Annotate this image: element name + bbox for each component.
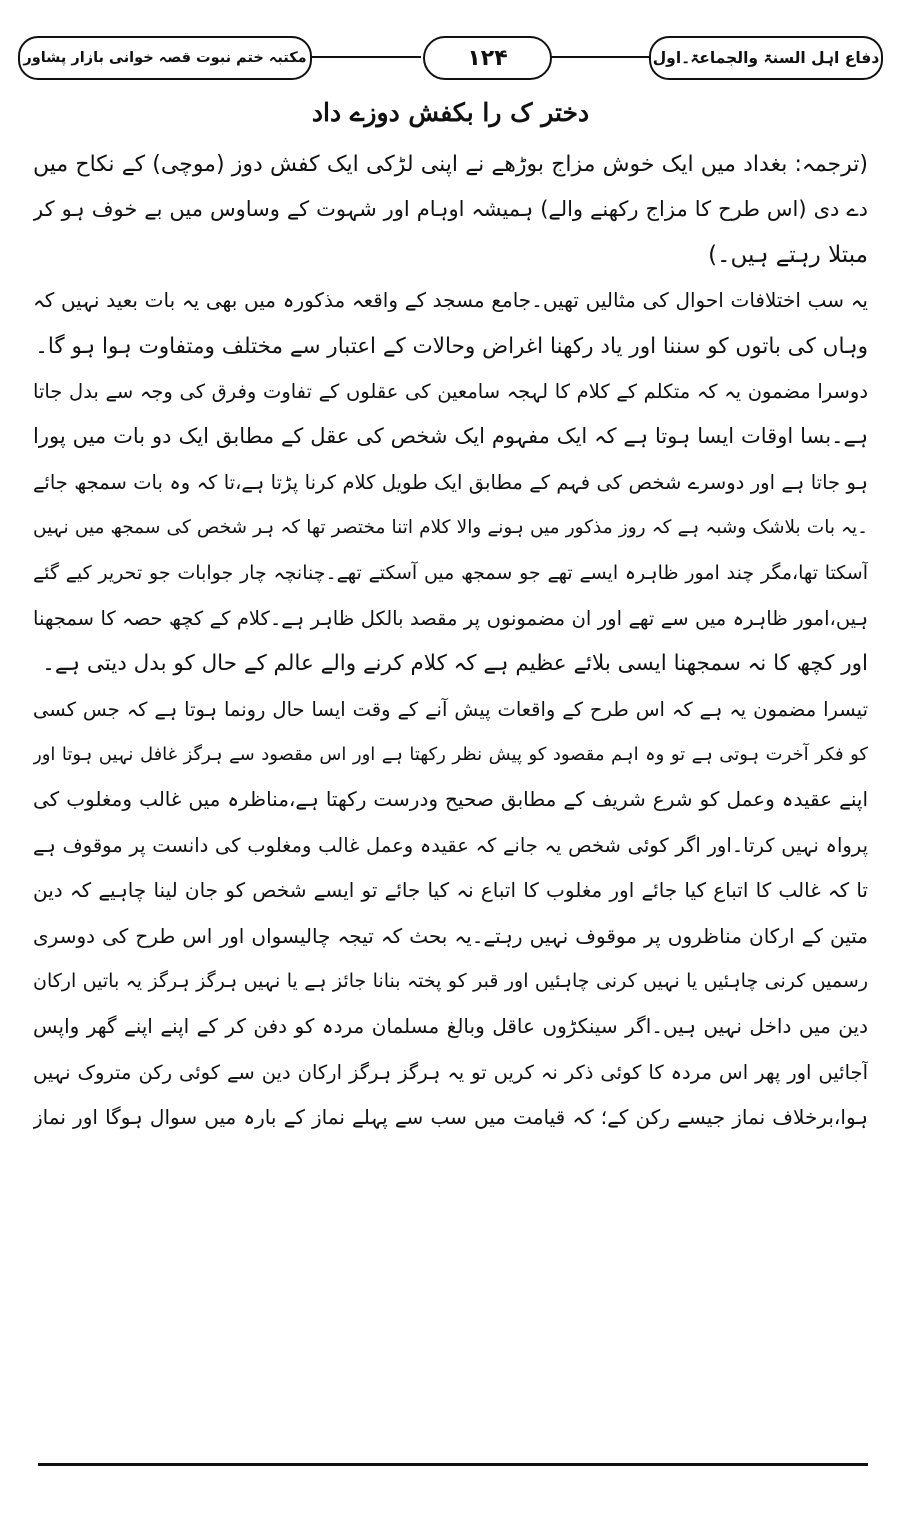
text-line: آجائیں اور پھر اس مردہ کا کوئی ذکر نہ کریں تو یہ ہرگز ہرگز ارکان دین سے کوئی رکن متروک نہیں: [33, 1060, 868, 1084]
text-line: ہوا،برخلاف نماز جیسے رکن کے؛ کہ قیامت میں سب سے پہلے نماز کے بارہ میں سوال ہوگا اور نماز: [33, 1105, 868, 1130]
text-line: متین کے ارکان مناظروں پر موقوف نہیں رہتے۔یہ بحث کہ تیجہ چالیسواں اور اس طرح کی دوسری: [33, 923, 868, 948]
body-text: [33, 142, 868, 1141]
text-line: ۔یہ بات بلاشک وشبہ ہے کہ روز مذکور میں ہونے والا کلام اتنا مختصر تھا کہ ہر شخص کی سمجھ میں نہیں: [33, 517, 868, 539]
text-line: مبتلا رہتے ہیں۔): [708, 241, 868, 268]
text-line: آسکتا تھا،مگر چند امور ظاہرہ ایسے تھے جو سمجھ میں آسکتے تھے۔چنانچہ چار جوابات جو تحریر کیے گئے: [33, 561, 868, 584]
text-line: رسمیں کرنی چاہئیں یا نہیں کرنی چاہئیں اور قبر کو پختہ بنانا جائز ہے یا نہیں ہرگز ہرگز یہ باتیں ارکان: [33, 970, 868, 993]
page-number: ۱۲۴: [423, 36, 552, 80]
book-title: دفاع اہل السنۃ والجماعۃ۔اول: [649, 36, 883, 80]
text-line: دین میں داخل نہیں ہیں۔اگر سینکڑوں عاقل وبالغ مسلمان مردہ کو دفن کر کے اپنے اپنے گھر واپس: [33, 1014, 868, 1039]
text-line: وہاں کی باتوں کو سننا اور یاد رکھنا اغراض وحالات کے اعتبار سے مختلف ومتفاوت ہوا ہو گا۔: [35, 333, 868, 359]
text-line: کو فکر آخرت ہوتی ہے تو وہ اہم مقصود کو پیش نظر رکھتا ہے اور اس مقصود سے ہرگز غافل نہیں ہوتا اور: [33, 744, 868, 766]
text-line: اپنے عقیدہ وعمل کو شرع شریف کے مطابق صحیح ودرست رکھتا ہے،مناظرہ میں غالب ومغلوب کی: [33, 787, 868, 812]
text-line: تا کہ غالب کا اتباع کیا جائے اور مغلوب کا اتباع نہ کیا جائے تو ایسے شخص کو جان لینا چاہیے کہ دین: [33, 878, 868, 903]
persian-verse: دختر ک را بکفش دوزے داد: [311, 98, 590, 127]
text-line: ہیں،امور ظاہرہ میں سے تھے اور ان مضمونوں پر مقصد بالکل ظاہر ہے۔کلام کے کچھ حصہ کا سمجھنا: [33, 606, 868, 630]
text-line: دے دی (اس طرح کا مزاج رکھنے والے) ہمیشہ اوہام اور شہوت کے وساوس میں بے خوف ہو کر: [33, 197, 868, 222]
header-divider-right: [550, 56, 651, 58]
text-line: پرواہ نہیں کرتا۔اور اگر کوئی شخص یہ جانے کہ عقیدہ وعمل غالب ومغلوب کی دانست پر موقوف ہے: [33, 833, 868, 857]
text-line: ہے۔بسا اوقات ایسا ہوتا ہے کہ ایک مفہوم ایک شخص کی عقل کے مطابق ایک دو بات میں پورا: [33, 424, 868, 449]
page-header: [18, 30, 883, 88]
text-line: دوسرا مضمون یہ کہ متکلم کے کلام کا لہجہ سامعین کی عقلوں کے تفاوت وفرق کی وجہ سے بدل جاتا: [33, 379, 868, 403]
text-line: اور کچھ کا نہ سمجھنا ایسی بلائے عظیم ہے کہ کلام کرنے والے عالم کے حال کو بدل دیتی ہے۔: [42, 651, 868, 677]
text-line: تیسرا مضمون یہ ہے کہ اس طرح کے واقعات پیش آنے کے وقت ایسا حال رونما ہوتا ہے کہ جس کسی: [33, 697, 868, 721]
publisher-label: مکتبہ ختم نبوت قصہ خوانی بازار پشاور: [18, 36, 312, 80]
text-line: (ترجمہ: بغداد میں ایک خوش مزاج بوڑھے نے اپنی لڑکی ایک کفش دوز (موچی) کے نکاح میں: [33, 152, 868, 177]
text-line: یہ سب اختلافات احوال کی مثالیں تھیں۔جامع مسجد کے واقعہ مذکورہ میں بھی یہ بات بعید نہیں کہ: [33, 288, 868, 313]
footer-rule: [38, 1463, 868, 1466]
text-line: ہو جاتا ہے اور دوسرے شخص کی فہم کے مطابق ایک طویل کلام کرنا پڑتا ہے،تا کہ وہ بات سمجھ جائے: [33, 470, 868, 494]
header-divider-left: [310, 56, 421, 58]
